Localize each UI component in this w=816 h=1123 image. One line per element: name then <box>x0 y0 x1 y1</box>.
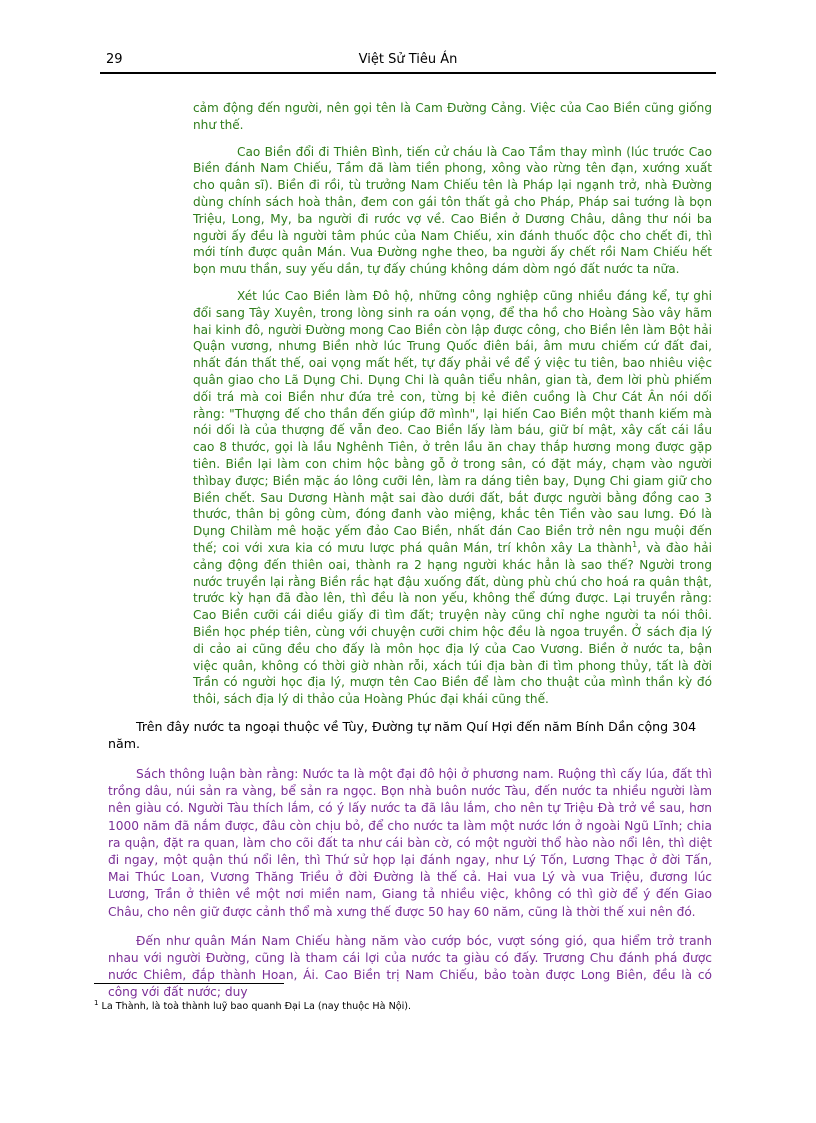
header-title: Việt Sử Tiêu Án <box>358 52 458 67</box>
footnote <box>94 998 412 1012</box>
footnote-text: La Thành, là toà thành luỹ bao quanh Đại La (nay thuộc Hà Nội). <box>98 1001 412 1012</box>
quote-paragraph-3-part-1: Xét lúc Cao Biền làm Đô hộ, những công nghiệp cũng nhiều đáng kể, tự ghi đổi sang Tây Xuyên, trong lòng sinh ra oán vọng, để tha hồ cho Hoàng Sào vây hãm hai kinh đô, người Đường mong Cao Biền còn lập được công, cho Biền lên làm Bột hải Quận vương, nhưng Biền nhờ lúc Trung Quốc điên bái, âm mưu chiếm cứ đất đai, nhất đán thất thế, oai vọng mất hết, tự đấy phải về để ý việc tu tiên, bao nhiêu việc quân giao cho Lã Dụng Chi. Dụng Chi là quân tiểu nhân, gian tà, đem lời phù phiếm dối trá mà coi Biền như đứa trẻ con, từng bị kẻ điên cuồng là Chư Cát Ân nói dối rằng: "Thượng đế cho thần đến giúp đỡ mình", lại hiến Cao Biền một thanh kiếm mà nói dối là của thượng đế vẫn đeo. Cao Biền lấy làm báu, giữ bí mật, xây cất cái lầu cao 8 thước, gọi là lầu Nghênh Tiên, ở trên lầu ăn chay thắp hương mong được gặp tiên. Biền lại làm con chim hộc bằng gỗ ở trong sân, có đặt máy, chạm vào người thìbay được; Biền mặc áo lông cưỡi lên, làm ra dáng tiên bay, Dụng Chi giam giữ cho Biền chết. Sau Dương Hành mật sai đào dưới đất, bắt được người bằng đồng cao 3 thước, thân bị gông cùm, đóng đanh vào miệng, khắc tên Tiền vào sau lưng. Đó là Dụng Chilàm mê hoặc yếm đảo Cao Biền, nhất đán Cao Biền trở nên ngu muội đến thế; coi với xưa kia có mưu lược phá quân Mán, trí khôn xây La thành <box>193 288 712 555</box>
body-paragraph-2: Đến như quân Mán Nam Chiếu hàng năm vào cướp bóc, vượt sóng gió, qua hiểm trở tranh nhau với người Đường, cũng là tham cái lợi của nước ta giàu có đấy. Trương Chu đánh phá được nước Chiêm, đắp thành Hoan, Ái. Cao Biền trị Nam Chiếu, bảo toàn được Long Biên, đều là có công với đất nước; duy <box>108 933 712 1000</box>
footnote-mark: 1 <box>94 998 99 1007</box>
page-number: 29 <box>106 52 123 67</box>
quote-paragraph-3-part-2: , và đào hải cảng động đến thiên oai, thành ra 2 hạng người khác hẳn là sao thế? Người trong nước truyền lại rằng Biền rắc hạt đậu xuống đất, dùng phù chú cho hoá ra quân thật, trước kỳ hạn đã đào lên, thì đều là non yếu, không thể đứng được. Lại truyền rằng: Cao Biền cưỡi cái diều giấy đi tìm đất; truyện này cũng chỉ nghe người ta nói thôi. Biền học phép tiên, cùng với chuyện cưỡi chim hộc đều là ngoa truyền. Ở sách địa lý di cảo ai cũng đều cho đấy là môn học địa lý của Cao Vương. Biền ở nước ta, bận việc quân, không có thời giờ nhàn rỗi, xách túi địa bàn đi tìm phong thủy, tất là đời Trần có người học địa lý, mượn tên Cao Biền để làm cho thuật của mình thần kỳ đó thôi, sách địa lý di thảo của Hoàng Phúc đại khái cũng thế. <box>193 540 712 707</box>
quote-paragraph-3 <box>193 288 712 708</box>
footnote-reference[interactable]: 1 <box>632 539 638 549</box>
body-paragraph-1: Sách thông luận bàn rằng: Nước ta là một đại đô hội ở phương nam. Ruộng thì cấy lúa, đất thì trồng dâu, núi sản ra vàng, bể sản ra ngọc. Bọn nhà buôn nước Tàu, đến nước ta nhiều người làm nên giàu có. Người Tàu thích lắm, có ý lấy nước ta đã lâu lắm, cho nên tự Triệu Đà trở về sau, hơn 1000 năm đã nắm được, đâu còn chịu bỏ, để cho nước ta làm một nước lớn ở ngoài Ngũ Lĩnh; chia ra quận, đặt ra quan, làm cho cõi đất ta như cái bàn cờ, có một người thổ hào nào nổi lên, thì diệt đi ngay, một quận thú nổi lên, thì Thứ sử họp lại đánh ngay, như Lý Tốn, Lương Thạc ở đời Tấn, Mai Thúc Loan, Vương Thăng Triều ở đời Đường là thế cả. Hai vua Lý và vua Triệu, đương lúc Lương, Trần ở thiên về một nơi miền nam, Giang tả nhiều việc, không có thì giờ để ý đến Giao Châu, cho nên giữ được cảnh thổ mà xưng thế được 50 hay 60 năm, cũng là thời thế xui nên đó. <box>108 766 712 919</box>
header-rule <box>100 72 716 74</box>
page-content <box>108 100 712 1014</box>
footnote-rule <box>94 983 284 984</box>
body-text <box>108 766 712 1002</box>
summary-line: Trên đây nước ta ngoại thuộc về Tùy, Đường tự năm Quí Hợi đến năm Bính Dần cộng 304 năm. <box>108 718 697 751</box>
quote-paragraph-2: Cao Biền đổi đi Thiên Bình, tiến cử cháu là Cao Tầm thay mình (lúc trước Cao Biền đánh Nam Chiếu, Tầm đã làm tiền phong, xông vào rừng tên đạn, xướng xuất cho quân sĩ). Biền đi rồi, tù trưởng Nam Chiếu tên là Pháp lại ngạnh trở, nhà Đường dùng chính sách hoà thân, đem con gái tôn thất gả cho Pháp, Pháp sai tướng là bọn Triệu, Long, My, ba người đi rước vợ về. Cao Biền ở Dương Châu, dâng thư nói ba người ấy đều là người tâm phúc của Nam Chiếu, xin đánh thuốc độc cho chết đi, thì mới tính được quân Mán. Vua Đường nghe theo, ba người ấy chết rồi Nam Chiếu hết bọn mưu thần, suy yếu dần, tự đấy chúng không dám dòm ngó đất nước ta nữa. <box>193 144 712 277</box>
quote-block <box>193 100 712 708</box>
quote-paragraph-1: cảm động đến người, nên gọi tên là Cam Đường Cảng. Việc của Cao Biền cũng giống như thế. <box>193 101 712 132</box>
